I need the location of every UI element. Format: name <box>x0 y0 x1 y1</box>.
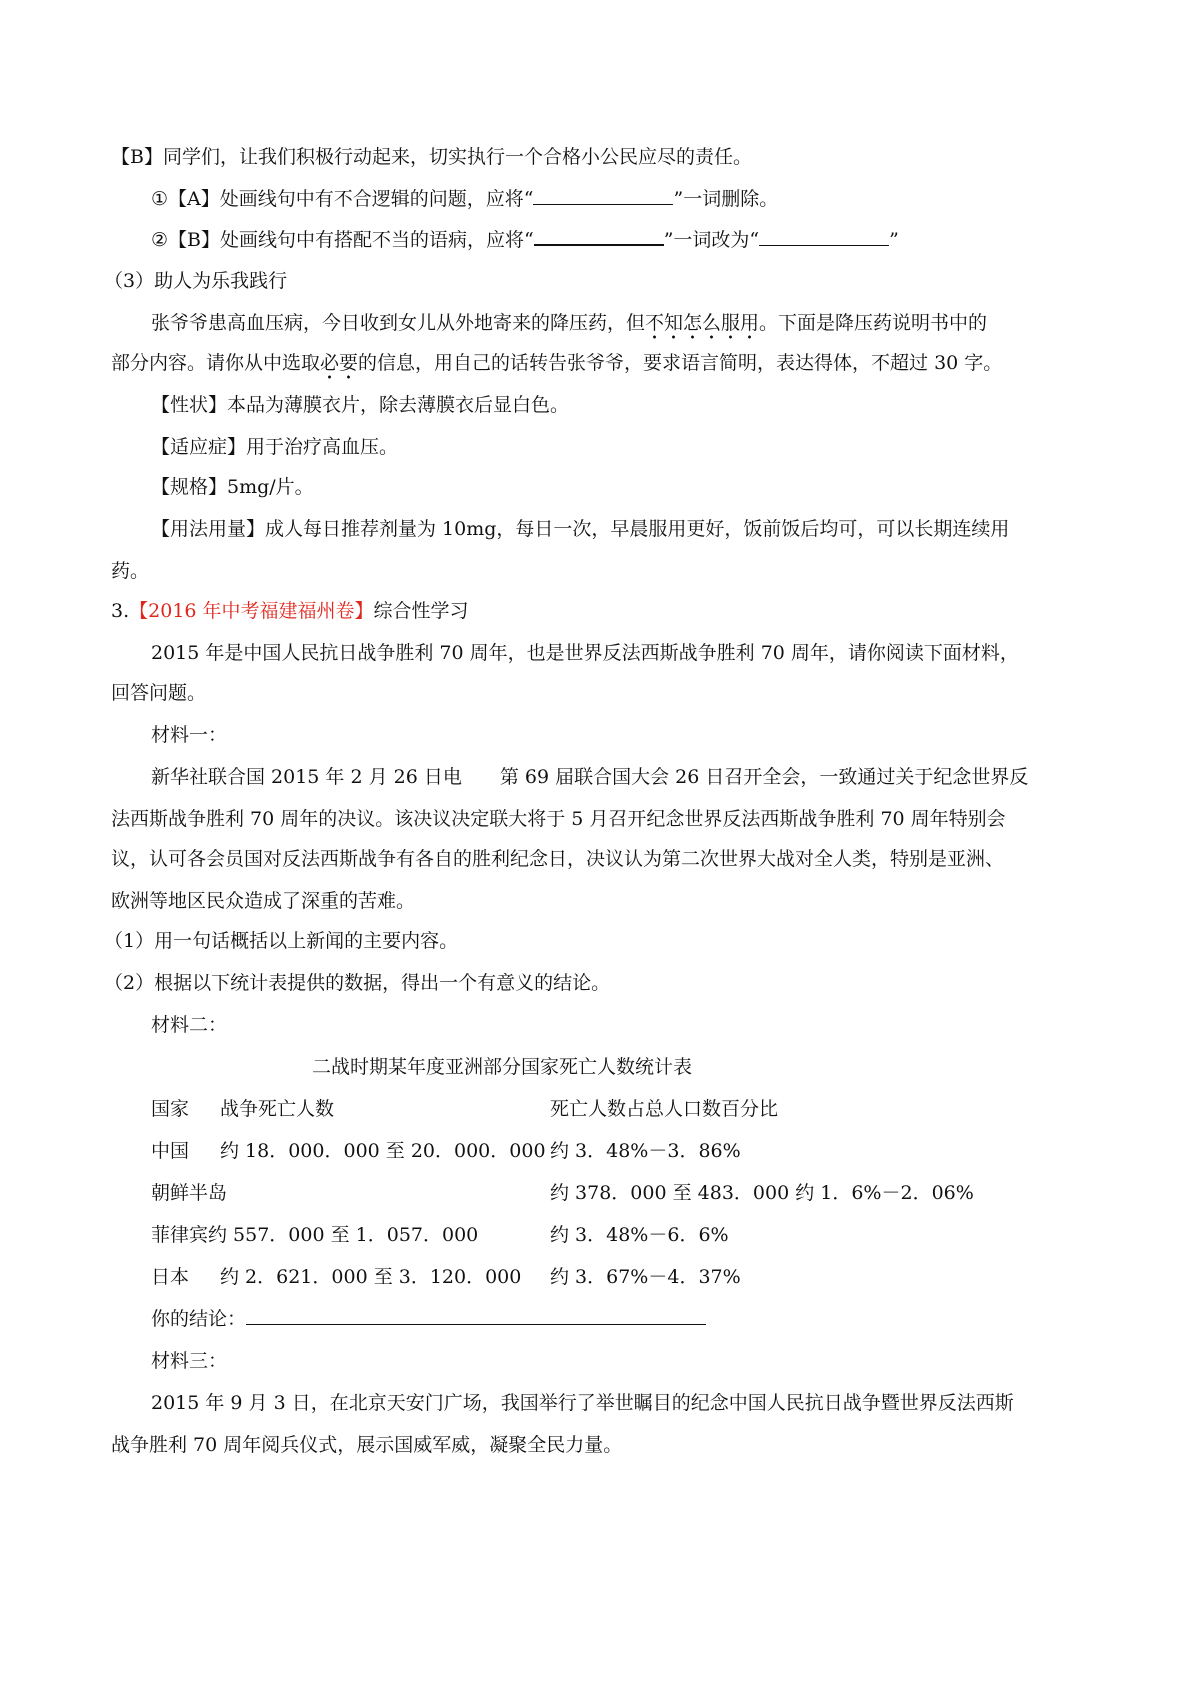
q3-number: 3. <box>111 600 130 622</box>
q2-3-para-emphasis: 不知怎么服用 <box>645 312 759 340</box>
q2-3-para2-b: 的信息，用自己的话转告张爷爷，要求语言简明，表达得体，不超过 30 字。 <box>358 352 1003 374</box>
q2-3-usage-line2: 药。 <box>111 560 150 582</box>
q3-heading <box>111 598 469 624</box>
q3-material3-label: 材料三： <box>151 1350 228 1372</box>
q2-3-paragraph-line2 <box>111 350 1002 376</box>
q3-sub1: （1）用一句话概括以上新闻的主要内容。 <box>104 930 459 952</box>
q2-3-usage-line1: 【用法用量】成人每日推荐剂量为 10mg，每日一次，早晨服用更好，饭前饭后均可，可以长期连续用 <box>151 518 1010 540</box>
q3-conclusion-label: 你的结论： <box>151 1308 247 1330</box>
q3-conclusion-blank[interactable] <box>246 1306 706 1325</box>
q3-source: 【2016 年中考福建福州卷】 <box>129 600 374 622</box>
table-header-percent: 死亡人数占总人口数百分比 <box>550 1098 779 1120</box>
q2-sub1-prefix: ①【A】处画线句中有不合逻辑的问题，应将“ <box>151 188 534 210</box>
q2-3-heading: （3）助人为乐我践行 <box>104 270 288 292</box>
q3-intro-line1: 2015 年是中国人民抗日战争胜利 70 周年，也是世界反法西斯战争胜利 70 周年，请你阅读下面材料， <box>151 642 1019 664</box>
q2-sub2-blank-1[interactable] <box>534 226 664 246</box>
q2-3-para-a: 张爷爷患高血压病，今日收到女儿从外地寄来的降压药，但 <box>151 312 646 334</box>
q3-material1-label: 材料一： <box>151 724 228 746</box>
q3-material2-label: 材料二： <box>151 1014 228 1036</box>
q3-m1-line3: 议，认可各会员国对反法西斯战争有各自的胜利纪念日，决议认为第二次世界大战对全人类，特别是亚洲、 <box>111 848 1005 870</box>
q2-3-paragraph-line1 <box>151 310 987 336</box>
table-header-country: 国家 <box>151 1098 190 1120</box>
table-row-percent: 约 3．48%－6．6% <box>550 1224 729 1246</box>
table-row-deaths: 约 18．000．000 至 20．000．000 <box>220 1140 546 1162</box>
table-row-deaths: 约 557．000 至 1．057．000 <box>208 1224 479 1246</box>
q3-m1-line1: 新华社联合国 2015 年 2 月 26 日电 第 69 届联合国大会 26 日召开全会，一致通过关于纪念世界反 <box>151 766 1029 788</box>
table-row-country: 中国 <box>151 1140 190 1162</box>
q2-sub1-suffix: ”一词删除。 <box>673 188 779 210</box>
q2-3-para2-emphasis: 必要 <box>320 352 358 380</box>
q2-sub1 <box>151 186 778 212</box>
q3-sub2: （2）根据以下统计表提供的数据，得出一个有意义的结论。 <box>104 972 611 994</box>
q2-sub1-blank[interactable] <box>533 186 673 205</box>
q3-intro-line2: 回答问题。 <box>111 682 207 704</box>
q2-3-indication: 【适应症】用于治疗高血压。 <box>151 436 399 458</box>
q3-table-title: 二战时期某年度亚洲部分国家死亡人数统计表 <box>312 1056 693 1078</box>
q2-sub2-middle: ”一词改为“ <box>663 229 760 251</box>
q2-3-para-b: 。下面是降压药说明书中的 <box>759 312 988 334</box>
q3-conclusion <box>151 1306 706 1332</box>
table-row-country: 菲律宾 <box>151 1224 209 1246</box>
q2-sub2-suffix: ” <box>889 229 899 251</box>
table-header-deaths: 战争死亡人数 <box>220 1098 335 1120</box>
q3-m3-line1: 2015 年 9 月 3 日，在北京天安门广场，我国举行了举世瞩目的纪念中国人民抗日战争暨世界反法西斯 <box>151 1392 1014 1414</box>
q3-m1-line2: 法西斯战争胜利 70 周年的决议。该决议决定联大将于 5 月召开纪念世界反法西斯战争胜利 70 周年特别会 <box>111 808 1006 830</box>
table-row-percent: 约 378．000 至 483．000 约 1．6%－2．06% <box>550 1182 974 1204</box>
table-row-country: 朝鲜半岛 <box>151 1182 228 1204</box>
q2-sub2 <box>151 226 899 253</box>
q2-3-spec: 【规格】5mg/片。 <box>151 476 314 498</box>
table-row-percent: 约 3．67%－4．37% <box>550 1266 741 1288</box>
q3-m3-line2: 战争胜利 70 周年阅兵仪式，展示国威军威，凝聚全民力量。 <box>111 1434 623 1456</box>
table-row-percent: 约 3．48%－3．86% <box>550 1140 741 1162</box>
table-row-country: 日本 <box>151 1266 190 1288</box>
q3-title: 综合性学习 <box>373 600 469 622</box>
q2-b-sentence: 【B】同学们，让我们积极行动起来，切实执行一个合格小公民应尽的责任。 <box>111 146 752 168</box>
q2-3-para2-a: 部分内容。请你从中选取 <box>111 352 321 374</box>
q3-m1-line4: 欧洲等地区民众造成了深重的苦难。 <box>111 890 416 912</box>
table-row-deaths: 约 2．621．000 至 3．120．000 <box>220 1266 522 1288</box>
q2-3-trait: 【性状】本品为薄膜衣片，除去薄膜衣后显白色。 <box>151 394 570 416</box>
q2-sub2-blank-2[interactable] <box>759 227 889 246</box>
q2-sub2-prefix: ②【B】处画线句中有搭配不当的语病，应将“ <box>151 229 534 251</box>
